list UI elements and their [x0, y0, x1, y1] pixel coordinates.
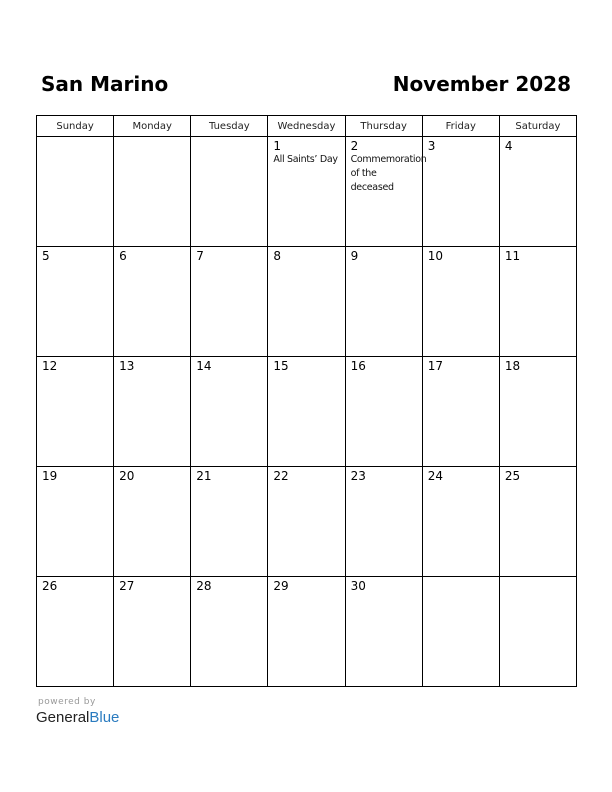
day-number: 9 — [350, 249, 359, 263]
weekday-sunday: Sunday — [37, 116, 114, 137]
day-number: 8 — [273, 249, 282, 263]
week-row — [37, 247, 577, 357]
country-title: San Marino — [41, 72, 169, 96]
day-cell — [499, 357, 576, 467]
day-number: 24 — [427, 469, 443, 483]
day-number: 23 — [350, 469, 366, 483]
weekday-header-row — [37, 116, 577, 137]
day-cell — [191, 137, 268, 247]
day-cell — [37, 137, 114, 247]
weekday-friday: Friday — [422, 116, 499, 137]
day-cell — [37, 357, 114, 467]
day-number: 7 — [196, 249, 204, 263]
brand-blue: Blue — [89, 709, 120, 726]
day-cell — [345, 577, 422, 687]
weekday-wednesday: Wednesday — [268, 116, 345, 137]
day-cell — [37, 577, 114, 687]
day-number — [37, 137, 113, 139]
generalblue-logo — [36, 707, 119, 729]
day-number: 21 — [196, 469, 212, 483]
day-number: 13 — [119, 359, 135, 373]
week-row — [37, 137, 577, 247]
day-number: 14 — [196, 359, 212, 373]
day-number — [114, 137, 190, 139]
day-cell — [37, 247, 114, 357]
day-number: 27 — [119, 579, 135, 593]
weekday-tuesday: Tuesday — [191, 116, 268, 137]
day-cell — [37, 467, 114, 577]
day-number: 1 — [273, 139, 282, 153]
weekday-thursday: Thursday — [345, 116, 422, 137]
day-cell — [499, 247, 576, 357]
day-number: 16 — [350, 359, 366, 373]
day-number: 5 — [42, 249, 50, 263]
powered-by-text: powered by — [38, 697, 96, 707]
day-cell — [345, 247, 422, 357]
holiday-label: Commemoration of the deceased — [350, 154, 427, 193]
day-cell — [345, 137, 427, 247]
day-cell — [268, 467, 345, 577]
day-cell — [268, 137, 345, 247]
day-number: 6 — [119, 249, 127, 263]
day-number: 30 — [350, 579, 366, 593]
day-cell — [268, 357, 345, 467]
day-cell — [422, 357, 499, 467]
day-cell — [114, 247, 191, 357]
day-cell — [499, 137, 576, 247]
day-number: 26 — [42, 579, 58, 593]
week-row — [37, 357, 577, 467]
day-number: 10 — [427, 249, 443, 263]
day-number: 11 — [504, 249, 521, 263]
day-number: 4 — [504, 139, 513, 153]
day-number: 12 — [42, 359, 58, 373]
day-cell — [191, 467, 268, 577]
day-cell — [345, 467, 422, 577]
day-cell — [422, 247, 499, 357]
day-number — [500, 577, 576, 579]
day-number: 2 — [350, 139, 359, 153]
calendar-grid — [36, 115, 577, 687]
weekday-saturday: Saturday — [499, 116, 576, 137]
day-cell — [499, 467, 576, 577]
day-number: 18 — [504, 359, 521, 373]
week-row — [37, 577, 577, 687]
day-cell — [422, 467, 499, 577]
day-number: 17 — [427, 359, 443, 373]
day-number — [423, 577, 499, 579]
day-number: 25 — [504, 469, 521, 483]
day-cell — [345, 357, 422, 467]
day-number: 19 — [42, 469, 58, 483]
brand-general: General — [36, 709, 90, 726]
day-cell — [191, 357, 268, 467]
day-number: 15 — [273, 359, 289, 373]
day-number: 28 — [196, 579, 212, 593]
day-number: 20 — [119, 469, 135, 483]
month-title: November 2028 — [392, 72, 571, 96]
week-row — [37, 467, 577, 577]
day-cell — [114, 577, 191, 687]
day-cell — [114, 467, 191, 577]
weekday-monday: Monday — [114, 116, 191, 137]
day-number — [191, 137, 267, 139]
day-cell — [268, 577, 345, 687]
holiday-label: All Saints’ Day — [273, 154, 338, 165]
footer — [36, 697, 119, 729]
day-cell — [499, 577, 576, 687]
day-number: 22 — [273, 469, 289, 483]
day-cell — [191, 577, 268, 687]
day-number: 3 — [427, 139, 436, 153]
calendar-header — [41, 70, 571, 98]
day-cell — [114, 137, 191, 247]
day-cell — [422, 137, 499, 247]
day-cell — [191, 247, 268, 357]
day-cell — [268, 247, 345, 357]
day-cell — [114, 357, 191, 467]
day-number: 29 — [273, 579, 289, 593]
day-cell — [422, 577, 499, 687]
